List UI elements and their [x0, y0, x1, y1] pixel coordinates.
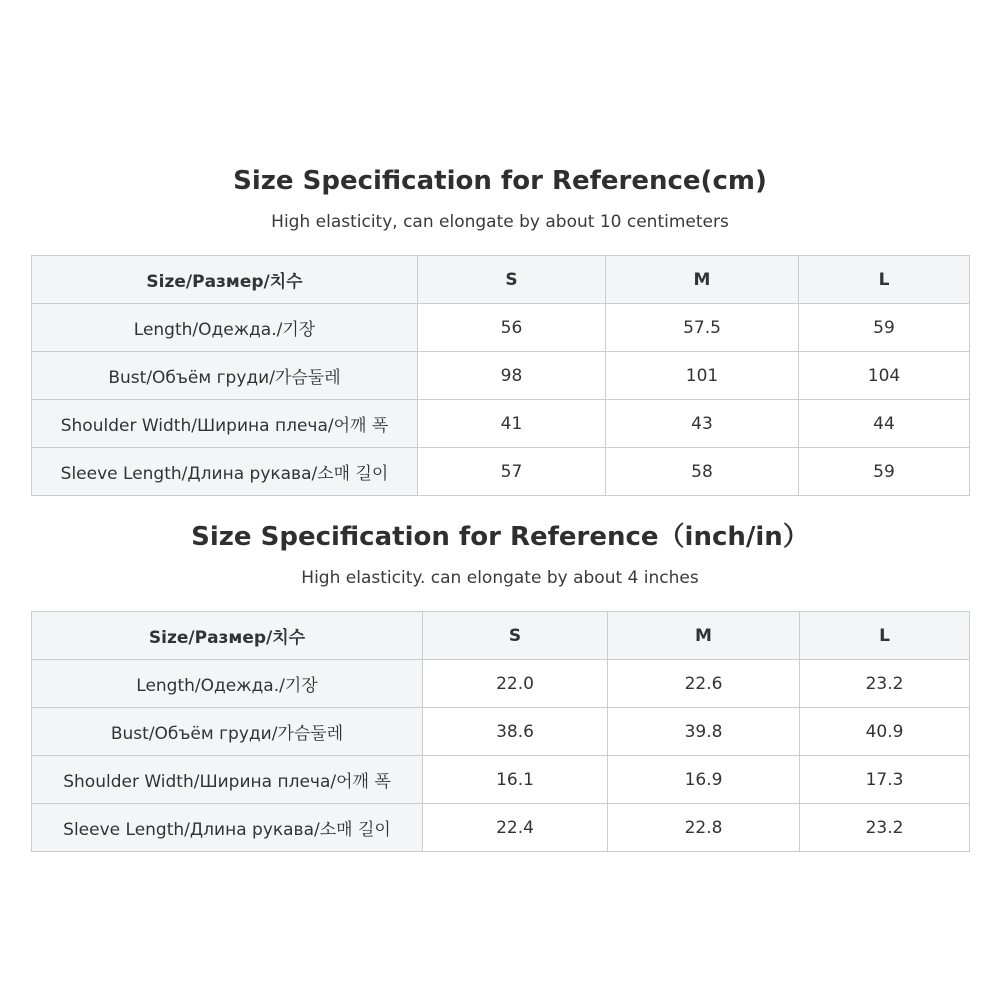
cell-l: 40.9: [800, 708, 970, 756]
cell-l: 23.2: [800, 660, 970, 708]
cell-l: 104: [799, 352, 970, 400]
table-row: [32, 352, 970, 400]
header-size: Size/Размер/치수: [32, 612, 423, 660]
header-s: S: [418, 256, 606, 304]
cell-m: 58: [606, 448, 799, 496]
row-label: Bust/Объём груди/가슴둘레: [32, 708, 423, 756]
section-title-cm: Size Specification for Reference(cm): [233, 166, 767, 196]
section-subtitle-inch: High elasticity. can elongate by about 4 inches: [301, 568, 699, 588]
size-table-cm: [31, 255, 970, 496]
cell-l: 17.3: [800, 756, 970, 804]
cell-s: 41: [418, 400, 606, 448]
header-s: S: [423, 612, 608, 660]
header-m: M: [608, 612, 800, 660]
row-label: Sleeve Length/Длина рукава/소매 길이: [32, 448, 418, 496]
cell-m: 39.8: [608, 708, 800, 756]
cell-m: 16.9: [608, 756, 800, 804]
cell-l: 44: [799, 400, 970, 448]
cell-s: 56: [418, 304, 606, 352]
row-label: Shoulder Width/Ширина плеча/어깨 폭: [32, 400, 418, 448]
table-row: [32, 448, 970, 496]
table-row: [32, 756, 970, 804]
cell-s: 22.4: [423, 804, 608, 852]
cell-s: 16.1: [423, 756, 608, 804]
size-spec-cm-section: [31, 164, 969, 496]
cell-s: 98: [418, 352, 606, 400]
header-size: Size/Размер/치수: [32, 256, 418, 304]
row-label: Sleeve Length/Длина рукава/소매 길이: [32, 804, 423, 852]
row-label: Shoulder Width/Ширина плеча/어깨 폭: [32, 756, 423, 804]
table-row: [32, 304, 970, 352]
cell-l: 23.2: [800, 804, 970, 852]
row-label: Length/Одежда./기장: [32, 304, 418, 352]
header-l: L: [800, 612, 970, 660]
header-l: L: [799, 256, 970, 304]
table-row: [32, 708, 970, 756]
cell-s: 57: [418, 448, 606, 496]
cell-l: 59: [799, 304, 970, 352]
cell-m: 101: [606, 352, 799, 400]
cell-m: 43: [606, 400, 799, 448]
row-label: Length/Одежда./기장: [32, 660, 423, 708]
table-row: [32, 804, 970, 852]
table-header-row: [32, 612, 970, 660]
header-m: M: [606, 256, 799, 304]
cell-m: 22.6: [608, 660, 800, 708]
cell-m: 57.5: [606, 304, 799, 352]
cell-s: 38.6: [423, 708, 608, 756]
table-row: [32, 660, 970, 708]
cell-s: 22.0: [423, 660, 608, 708]
section-title-inch: Size Specification for Reference（inch/in）: [191, 522, 809, 552]
row-label: Bust/Объём груди/가슴둘레: [32, 352, 418, 400]
table-header-row: [32, 256, 970, 304]
size-table-inch: [31, 611, 970, 852]
table-row: [32, 400, 970, 448]
size-spec-inch-section: [31, 520, 969, 852]
cell-m: 22.8: [608, 804, 800, 852]
section-subtitle-cm: High elasticity, can elongate by about 10 centimeters: [271, 212, 729, 232]
cell-l: 59: [799, 448, 970, 496]
